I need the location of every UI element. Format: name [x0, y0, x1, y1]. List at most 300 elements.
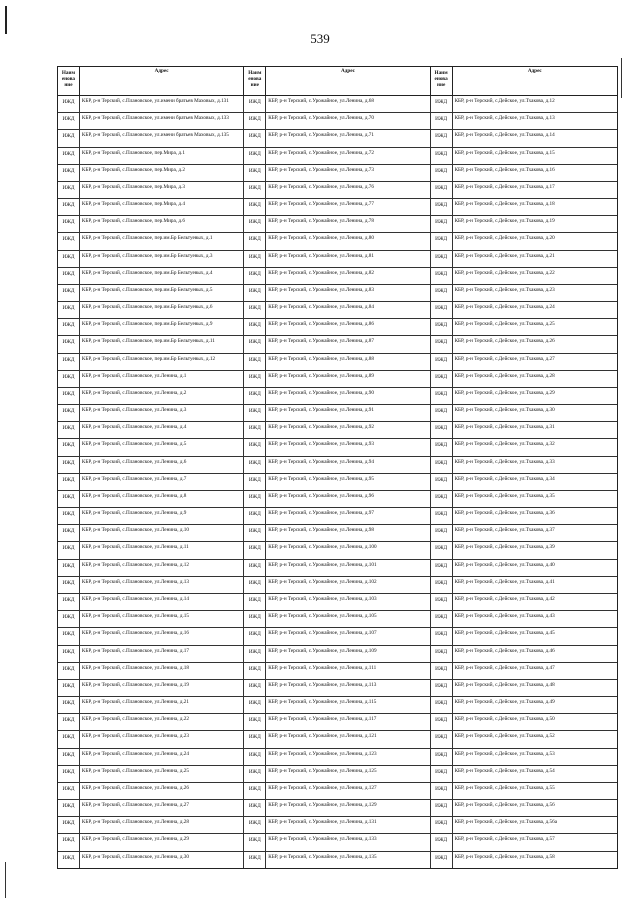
cell-type: ИЖД — [431, 302, 453, 318]
cell-type: ИЖД — [244, 336, 266, 352]
scan-margin-line — [5, 862, 6, 898]
cell-type: ИЖД — [58, 646, 80, 662]
cell-address: КБР, р-н Терский, с.Дейское, ул.Тхакова, д.23 — [454, 286, 555, 293]
cell-type: ИЖД — [244, 628, 266, 644]
cell-type: ИЖД — [244, 199, 266, 215]
cell-address: КБР, р-н Терский, с.Плановское, ул.Ленина, д.12 — [80, 560, 244, 576]
column-header-type: Наим енова ние — [431, 67, 453, 95]
table-row — [58, 766, 617, 783]
cell-address: КБР, р-н Терский, с.Плановское, пер.им.Бр Бельтуевых, д.12 — [80, 354, 244, 370]
cell-address: КБР, р-н Терский, с.Дейское, ул.Тхакова, д.40 — [454, 561, 555, 568]
cell-address: КБР, р-н Терский, с.Плановское, ул.Ленина, д.14 — [80, 594, 244, 610]
table-row — [58, 646, 617, 663]
cell-address: КБР, р-н Терский, с.Урожайное, ул.Ленина, д.123 — [266, 749, 430, 765]
cell-type: ИЖД — [431, 354, 453, 370]
cell-address: КБР, р-н Терский, с.Урожайное, ул.Ленина, д.115 — [266, 697, 430, 713]
cell-address: КБР, р-н Терский, с.Плановское, ул.Ленина, д.6 — [80, 457, 244, 473]
cell-type: ИЖД — [58, 474, 80, 490]
column-header-address: Адрес — [527, 68, 542, 74]
cell-type: ИЖД — [58, 199, 80, 215]
cell-address: КБР, р-н Терский, с.Дейское, ул.Тхакова, д.18 — [454, 201, 555, 208]
cell-type: ИЖД — [244, 96, 266, 112]
cell-type: ИЖД — [58, 834, 80, 850]
address-table — [57, 66, 618, 869]
cell-type: ИЖД — [58, 491, 80, 507]
cell-type: ИЖД — [244, 251, 266, 267]
table-row — [58, 594, 617, 611]
cell-type: ИЖД — [58, 628, 80, 644]
table-row — [58, 130, 617, 147]
cell-address: КБР, р-н Терский, с.Урожайное, ул.Ленина, д.103 — [266, 594, 430, 610]
table-row — [58, 182, 617, 199]
cell-address: КБР, р-н Терский, с.Дейское, ул.Тхакова, д.25 — [454, 321, 555, 328]
cell-type: ИЖД — [431, 457, 453, 473]
cell-address: КБР, р-н Терский, с.Урожайное, ул.Ленина, д.105 — [266, 611, 430, 627]
cell-address: КБР, р-н Терский, с.Плановское, пер.им.Бр Бельтуевых, д.6 — [80, 302, 244, 318]
cell-type: ИЖД — [58, 749, 80, 765]
cell-type: ИЖД — [58, 714, 80, 730]
cell-address: КБР, р-н Терский, с.Урожайное, ул.Ленина, д.135 — [266, 852, 430, 868]
cell-type: ИЖД — [431, 251, 453, 267]
cell-address: КБР, р-н Терский, с.Дейское, ул.Тхакова, д.14 — [454, 132, 555, 139]
table-row — [58, 371, 617, 388]
table-row — [58, 113, 617, 130]
cell-address: КБР, р-н Терский, с.Дейское, ул.Тхакова, д.45 — [454, 630, 555, 637]
cell-address: КБР, р-н Терский, с.Дейское, ул.Тхакова, д.15 — [454, 149, 555, 156]
table-row — [58, 216, 617, 233]
cell-type: ИЖД — [431, 268, 453, 284]
cell-address: КБР, р-н Терский, с.Дейское, ул.Тхакова, д.33 — [454, 458, 555, 465]
cell-type: ИЖД — [58, 766, 80, 782]
cell-type: ИЖД — [431, 439, 453, 455]
cell-address: КБР, р-н Терский, с.Дейское, ул.Тхакова, д.56а — [454, 819, 558, 826]
table-row — [58, 251, 617, 268]
cell-type: ИЖД — [431, 182, 453, 198]
cell-address: КБР, р-н Терский, с.Дейское, ул.Тхакова, д.41 — [454, 578, 555, 585]
cell-type: ИЖД — [244, 663, 266, 679]
table-row — [58, 491, 617, 508]
cell-type: ИЖД — [244, 165, 266, 181]
cell-type: ИЖД — [431, 319, 453, 335]
cell-address: КБР, р-н Терский, с.Урожайное, ул.Ленина, д.86 — [266, 319, 430, 335]
cell-type: ИЖД — [58, 165, 80, 181]
cell-type: ИЖД — [58, 268, 80, 284]
cell-address: КБР, р-н Терский, с.Плановское, ул.Ленина, д.17 — [80, 646, 244, 662]
table-row — [58, 611, 617, 628]
cell-address: КБР, р-н Терский, с.Урожайное, ул.Ленина, д.98 — [266, 525, 430, 541]
cell-address: КБР, р-н Терский, с.Плановское, ул.Ленина, д.11 — [80, 542, 244, 558]
table-row — [58, 680, 617, 697]
cell-address: КБР, р-н Терский, с.Плановское, ул.Ленина, д.13 — [80, 577, 244, 593]
cell-type: ИЖД — [244, 422, 266, 438]
cell-type: ИЖД — [244, 542, 266, 558]
table-row — [58, 457, 617, 474]
cell-address: КБР, р-н Терский, с.Дейское, ул.Тхакова, д.16 — [454, 166, 555, 173]
cell-type: ИЖД — [244, 766, 266, 782]
cell-type: ИЖД — [58, 113, 80, 129]
cell-address: КБР, р-н Терский, с.Дейское, ул.Тхакова, д.27 — [454, 355, 555, 362]
cell-type: ИЖД — [431, 96, 453, 112]
cell-type: ИЖД — [431, 491, 453, 507]
cell-address: КБР, р-н Терский, с.Дейское, ул.Тхакова, д.35 — [454, 492, 555, 499]
table-row — [58, 319, 617, 336]
cell-type: ИЖД — [431, 800, 453, 816]
cell-address: КБР, р-н Терский, с.Плановское, ул.Ленина, д.7 — [80, 474, 244, 490]
cell-type: ИЖД — [244, 319, 266, 335]
cell-address: КБР, р-н Терский, с.Урожайное, ул.Ленина, д.71 — [266, 130, 430, 146]
cell-type: ИЖД — [58, 560, 80, 576]
cell-address: КБР, р-н Терский, с.Плановское, пер.Мира, д.6 — [80, 216, 244, 232]
cell-type: ИЖД — [244, 560, 266, 576]
cell-type: ИЖД — [58, 405, 80, 421]
cell-type: ИЖД — [431, 560, 453, 576]
cell-type: ИЖД — [431, 852, 453, 868]
table-header-row — [58, 67, 617, 96]
cell-type: ИЖД — [244, 714, 266, 730]
cell-address: КБР, р-н Терский, с.Плановское, ул.Ленина, д.25 — [80, 766, 244, 782]
cell-address: КБР, р-н Терский, с.Урожайное, ул.Ленина, д.125 — [266, 766, 430, 782]
cell-address: КБР, р-н Терский, с.Дейское, ул.Тхакова, д.28 — [454, 372, 555, 379]
table-row — [58, 749, 617, 766]
cell-address: КБР, р-н Терский, с.Дейское, ул.Тхакова, д.42 — [454, 595, 555, 602]
cell-type: ИЖД — [58, 663, 80, 679]
cell-address: КБР, р-н Терский, с.Плановское, пер.Мира, д.3 — [80, 182, 244, 198]
table-row — [58, 148, 617, 165]
cell-type: ИЖД — [58, 680, 80, 696]
scan-margin-line — [621, 58, 622, 98]
cell-address: КБР, р-н Терский, с.Плановское, ул.Ленина, д.9 — [80, 508, 244, 524]
scan-margin-line — [5, 6, 7, 34]
column-header-address: Адрес — [80, 67, 244, 95]
cell-type: ИЖД — [431, 542, 453, 558]
cell-type: ИЖД — [58, 542, 80, 558]
table-row — [58, 439, 617, 456]
cell-address: КБР, р-н Терский, с.Урожайное, ул.Ленина, д.107 — [266, 628, 430, 644]
table-row — [58, 233, 617, 250]
cell-address: КБР, р-н Терский, с.Урожайное, ул.Ленина, д.113 — [266, 680, 430, 696]
table-row — [58, 405, 617, 422]
cell-address: КБР, р-н Терский, с.Плановское, пер.им.Бр Бельтуевых, д.1 — [80, 233, 244, 249]
cell-type: ИЖД — [244, 731, 266, 747]
cell-address: КБР, р-н Терский, с.Плановское, ул.имени братьев Маховых, д.135 — [80, 130, 244, 146]
cell-type: ИЖД — [58, 422, 80, 438]
cell-type: ИЖД — [58, 611, 80, 627]
cell-address: КБР, р-н Терский, с.Урожайное, ул.Ленина, д.94 — [266, 457, 430, 473]
cell-type: ИЖД — [431, 766, 453, 782]
cell-type: ИЖД — [244, 474, 266, 490]
cell-address: КБР, р-н Терский, с.Урожайное, ул.Ленина, д.97 — [266, 508, 430, 524]
cell-type: ИЖД — [58, 800, 80, 816]
cell-type: ИЖД — [244, 646, 266, 662]
cell-address: КБР, р-н Терский, с.Дейское, ул.Тхакова, д.43 — [454, 613, 555, 620]
cell-address: КБР, р-н Терский, с.Плановское, пер.им.Бр Бельтуевых, д.3 — [80, 251, 244, 267]
cell-address: КБР, р-н Терский, с.Дейское, ул.Тхакова, д.24 — [454, 304, 555, 311]
cell-address: КБР, р-н Терский, с.Плановское, ул.Ленина, д.15 — [80, 611, 244, 627]
cell-type: ИЖД — [431, 336, 453, 352]
cell-address: КБР, р-н Терский, с.Урожайное, ул.Ленина, д.82 — [266, 268, 430, 284]
cell-address: КБР, р-н Терский, с.Урожайное, ул.Ленина, д.68 — [266, 96, 430, 112]
cell-type: ИЖД — [244, 800, 266, 816]
cell-address: КБР, р-н Терский, с.Плановское, ул.Ленина, д.27 — [80, 800, 244, 816]
table-row — [58, 800, 617, 817]
cell-address: КБР, р-н Терский, с.Плановское, ул.Ленина, д.22 — [80, 714, 244, 730]
table-row — [58, 731, 617, 748]
cell-type: ИЖД — [431, 663, 453, 679]
cell-address: КБР, р-н Терский, с.Дейское, ул.Тхакова, д.36 — [454, 510, 555, 517]
cell-type: ИЖД — [58, 302, 80, 318]
cell-address: КБР, р-н Терский, с.Дейское, ул.Тхакова, д.12 — [454, 98, 555, 104]
cell-address: КБР, р-н Терский, с.Урожайное, ул.Ленина, д.100 — [266, 542, 430, 558]
cell-type: ИЖД — [431, 474, 453, 490]
cell-address: КБР, р-н Терский, с.Дейское, ул.Тхакова, д.37 — [454, 527, 555, 534]
cell-type: ИЖД — [58, 508, 80, 524]
cell-type: ИЖД — [244, 457, 266, 473]
table-row — [58, 714, 617, 731]
cell-type: ИЖД — [431, 405, 453, 421]
cell-address: КБР, р-н Терский, с.Урожайное, ул.Ленина, д.83 — [266, 285, 430, 301]
cell-type: ИЖД — [244, 113, 266, 129]
cell-type: ИЖД — [244, 439, 266, 455]
cell-address: КБР, р-н Терский, с.Плановское, ул.Ленина, д.26 — [80, 783, 244, 799]
cell-type: ИЖД — [431, 680, 453, 696]
cell-address: КБР, р-н Терский, с.Плановское, ул.Ленина, д.21 — [80, 697, 244, 713]
cell-address: КБР, р-н Терский, с.Дейское, ул.Тхакова, д.53 — [454, 750, 555, 757]
cell-address: КБР, р-н Терский, с.Дейское, ул.Тхакова, д.22 — [454, 269, 555, 276]
cell-type: ИЖД — [244, 491, 266, 507]
cell-type: ИЖД — [58, 783, 80, 799]
table-row — [58, 542, 617, 559]
cell-type: ИЖД — [244, 611, 266, 627]
cell-type: ИЖД — [58, 457, 80, 473]
cell-type: ИЖД — [431, 697, 453, 713]
cell-address: КБР, р-н Терский, с.Плановское, ул.Ленина, д.29 — [80, 834, 244, 850]
cell-type: ИЖД — [244, 354, 266, 370]
cell-address: КБР, р-н Терский, с.Урожайное, ул.Ленина, д.81 — [266, 251, 430, 267]
cell-address: КБР, р-н Терский, с.Урожайное, ул.Ленина, д.95 — [266, 474, 430, 490]
cell-address: КБР, р-н Терский, с.Дейское, ул.Тхакова, д.19 — [454, 218, 555, 225]
table-row — [58, 783, 617, 800]
cell-address: КБР, р-н Терский, с.Плановское, пер.им.Бр Бельтуевых, д.11 — [80, 336, 244, 352]
cell-address: КБР, р-н Терский, с.Урожайное, ул.Ленина, д.121 — [266, 731, 430, 747]
cell-type: ИЖД — [244, 148, 266, 164]
cell-address: КБР, р-н Терский, с.Урожайное, ул.Ленина, д.72 — [266, 148, 430, 164]
cell-type: ИЖД — [431, 422, 453, 438]
cell-type: ИЖД — [244, 405, 266, 421]
cell-type: ИЖД — [58, 233, 80, 249]
cell-type: ИЖД — [244, 783, 266, 799]
cell-address: КБР, р-н Терский, с.Дейское, ул.Тхакова, д.55 — [454, 784, 555, 791]
cell-type: ИЖД — [58, 319, 80, 335]
cell-type: ИЖД — [58, 697, 80, 713]
cell-type: ИЖД — [431, 148, 453, 164]
cell-type: ИЖД — [431, 508, 453, 524]
cell-address: КБР, р-н Терский, с.Дейское, ул.Тхакова, д.31 — [454, 424, 555, 431]
table-row — [58, 165, 617, 182]
cell-type: ИЖД — [58, 285, 80, 301]
cell-type: ИЖД — [431, 714, 453, 730]
cell-type: ИЖД — [244, 680, 266, 696]
cell-type: ИЖД — [244, 577, 266, 593]
cell-type: ИЖД — [431, 233, 453, 249]
cell-type: ИЖД — [431, 285, 453, 301]
cell-type: ИЖД — [58, 577, 80, 593]
cell-address: КБР, р-н Терский, с.Дейское, ул.Тхакова, д.58 — [454, 853, 555, 860]
cell-address: КБР, р-н Терский, с.Дейское, ул.Тхакова, д.57 — [454, 836, 555, 843]
cell-type: ИЖД — [431, 577, 453, 593]
cell-address: КБР, р-н Терский, с.Дейское, ул.Тхакова, д.21 — [454, 252, 555, 259]
table-row — [58, 560, 617, 577]
cell-type: ИЖД — [244, 817, 266, 833]
cell-address: КБР, р-н Терский, с.Плановское, пер.им.Бр Бельтуевых, д.5 — [80, 285, 244, 301]
page-number: 539 — [310, 31, 330, 46]
cell-address: КБР, р-н Терский, с.Дейское, ул.Тхакова, д.47 — [454, 664, 555, 671]
cell-address: КБР, р-н Терский, с.Дейское, ул.Тхакова, д.49 — [454, 699, 555, 706]
cell-address: КБР, р-н Терский, с.Дейское, ул.Тхакова, д.52 — [454, 733, 555, 740]
cell-type: ИЖД — [58, 251, 80, 267]
cell-type: ИЖД — [244, 182, 266, 198]
cell-type: ИЖД — [244, 749, 266, 765]
cell-type: ИЖД — [58, 216, 80, 232]
table-row — [58, 96, 617, 113]
cell-type: ИЖД — [431, 113, 453, 129]
cell-type: ИЖД — [58, 388, 80, 404]
table-row — [58, 577, 617, 594]
cell-type: ИЖД — [58, 525, 80, 541]
cell-type: ИЖД — [244, 302, 266, 318]
cell-type: ИЖД — [58, 594, 80, 610]
table-row — [58, 354, 617, 371]
table-row — [58, 302, 617, 319]
cell-address: КБР, р-н Терский, с.Плановское, ул.Ленина, д.4 — [80, 422, 244, 438]
cell-address: КБР, р-н Терский, с.Урожайное, ул.Ленина, д.102 — [266, 577, 430, 593]
cell-type: ИЖД — [244, 371, 266, 387]
cell-type: ИЖД — [244, 130, 266, 146]
cell-type: ИЖД — [431, 371, 453, 387]
cell-type: ИЖД — [244, 594, 266, 610]
cell-type: ИЖД — [431, 216, 453, 232]
cell-address: КБР, р-н Терский, с.Урожайное, ул.Ленина, д.70 — [266, 113, 430, 129]
table-row — [58, 663, 617, 680]
cell-address: КБР, р-н Терский, с.Плановское, пер.Мира, д.2 — [80, 165, 244, 181]
cell-address: КБР, р-н Терский, с.Урожайное, ул.Ленина, д.91 — [266, 405, 430, 421]
cell-address: КБР, р-н Терский, с.Урожайное, ул.Ленина, д.109 — [266, 646, 430, 662]
cell-type: ИЖД — [431, 388, 453, 404]
cell-address: КБР, р-н Терский, с.Плановское, ул.Ленина, д.1 — [80, 371, 244, 387]
cell-type: ИЖД — [58, 354, 80, 370]
cell-address: КБР, р-н Терский, с.Дейское, ул.Тхакова, д.29 — [454, 389, 555, 396]
cell-address: КБР, р-н Терский, с.Дейское, ул.Тхакова, д.34 — [454, 475, 555, 482]
cell-type: ИЖД — [244, 388, 266, 404]
cell-type: ИЖД — [244, 852, 266, 868]
column-header-type: Наим енова ние — [244, 67, 266, 95]
cell-address: КБР, р-н Терский, с.Плановское, ул.Ленина, д.3 — [80, 405, 244, 421]
cell-type: ИЖД — [431, 611, 453, 627]
cell-type: ИЖД — [431, 165, 453, 181]
column-header-address: Адрес — [266, 67, 430, 95]
cell-address: КБР, р-н Терский, с.Урожайное, ул.Ленина, д.76 — [266, 182, 430, 198]
cell-type: ИЖД — [58, 371, 80, 387]
table-row — [58, 388, 617, 405]
table-row — [58, 834, 617, 851]
column-header-type: Наим енова ние — [58, 67, 80, 95]
cell-type: ИЖД — [58, 182, 80, 198]
cell-address: КБР, р-н Терский, с.Дейское, ул.Тхакова, д.32 — [454, 441, 555, 448]
cell-type: ИЖД — [431, 199, 453, 215]
cell-address: КБР, р-н Терский, с.Урожайное, ул.Ленина, д.127 — [266, 783, 430, 799]
cell-type: ИЖД — [431, 749, 453, 765]
cell-type: ИЖД — [58, 336, 80, 352]
cell-type: ИЖД — [58, 817, 80, 833]
cell-address: КБР, р-н Терский, с.Дейское, ул.Тхакова, д.17 — [454, 183, 555, 190]
cell-address: КБР, р-н Терский, с.Дейское, ул.Тхакова, д.48 — [454, 681, 555, 688]
table-row — [58, 268, 617, 285]
table-row — [58, 199, 617, 216]
cell-type: ИЖД — [431, 817, 453, 833]
cell-type: ИЖД — [58, 731, 80, 747]
cell-address: КБР, р-н Терский, с.Урожайное, ул.Ленина, д.111 — [266, 663, 430, 679]
table-row — [58, 852, 617, 868]
cell-address: КБР, р-н Терский, с.Плановское, ул.имени братьев Маховых, д.131 — [80, 96, 244, 112]
cell-address: КБР, р-н Терский, с.Плановское, пер.им.Бр Бельтуевых, д.4 — [80, 268, 244, 284]
cell-address: КБР, р-н Терский, с.Плановское, ул.Ленина, д.2 — [80, 388, 244, 404]
cell-address: КБР, р-н Терский, с.Плановское, ул.Ленина, д.28 — [80, 817, 244, 833]
table-row — [58, 697, 617, 714]
table-row — [58, 817, 617, 834]
cell-address: КБР, р-н Терский, с.Урожайное, ул.Ленина, д.101 — [266, 560, 430, 576]
cell-address: КБР, р-н Терский, с.Урожайное, ул.Ленина, д.78 — [266, 216, 430, 232]
table-body — [58, 96, 617, 868]
table-row — [58, 422, 617, 439]
cell-address: КБР, р-н Терский, с.Плановское, ул.Ленина, д.18 — [80, 663, 244, 679]
cell-address: КБР, р-н Терский, с.Урожайное, ул.Ленина, д.117 — [266, 714, 430, 730]
cell-address: КБР, р-н Терский, с.Плановское, ул.Ленина, д.16 — [80, 628, 244, 644]
cell-type: ИЖД — [431, 646, 453, 662]
cell-address: КБР, р-н Терский, с.Плановское, ул.Ленина, д.8 — [80, 491, 244, 507]
cell-type: ИЖД — [244, 834, 266, 850]
cell-address: КБР, р-н Терский, с.Урожайное, ул.Ленина, д.73 — [266, 165, 430, 181]
cell-type: ИЖД — [58, 96, 80, 112]
cell-address: КБР, р-н Терский, с.Дейское, ул.Тхакова, д.54 — [454, 767, 555, 774]
cell-address: КБР, р-н Терский, с.Урожайное, ул.Ленина, д.96 — [266, 491, 430, 507]
cell-type: ИЖД — [244, 508, 266, 524]
cell-address: КБР, р-н Терский, с.Плановское, ул.Ленина, д.19 — [80, 680, 244, 696]
cell-type: ИЖД — [431, 731, 453, 747]
cell-address: КБР, р-н Терский, с.Урожайное, ул.Ленина, д.77 — [266, 199, 430, 215]
cell-type: ИЖД — [431, 783, 453, 799]
cell-address: КБР, р-н Терский, с.Плановское, ул.Ленина, д.30 — [80, 852, 244, 868]
cell-type: ИЖД — [431, 594, 453, 610]
cell-address: КБР, р-н Терский, с.Плановское, ул.Ленина, д.24 — [80, 749, 244, 765]
cell-address: КБР, р-н Терский, с.Плановское, ул.Ленина, д.10 — [80, 525, 244, 541]
table-row — [58, 628, 617, 645]
cell-address: КБР, р-н Терский, с.Дейское, ул.Тхакова, д.30 — [454, 407, 555, 414]
cell-address: КБР, р-н Терский, с.Урожайное, ул.Ленина, д.129 — [266, 800, 430, 816]
cell-address: КБР, р-н Терский, с.Урожайное, ул.Ленина, д.131 — [266, 817, 430, 833]
cell-address: КБР, р-н Терский, с.Урожайное, ул.Ленина, д.133 — [266, 834, 430, 850]
cell-type: ИЖД — [244, 216, 266, 232]
cell-address: КБР, р-н Терский, с.Урожайное, ул.Ленина, д.93 — [266, 439, 430, 455]
cell-address: КБР, р-н Терский, с.Плановское, ул.имени братьев Маховых, д.133 — [80, 113, 244, 129]
cell-type: ИЖД — [431, 834, 453, 850]
cell-address: КБР, р-н Терский, с.Урожайное, ул.Ленина, д.88 — [266, 354, 430, 370]
cell-address: КБР, р-н Терский, с.Плановское, пер.Мира, д.4 — [80, 199, 244, 215]
table-row — [58, 285, 617, 302]
cell-address: КБР, р-н Терский, с.Дейское, ул.Тхакова, д.50 — [454, 716, 555, 723]
cell-type: ИЖД — [58, 852, 80, 868]
cell-address: КБР, р-н Терский, с.Плановское, пер.Мира, д.1 — [80, 148, 244, 164]
cell-address: КБР, р-н Терский, с.Урожайное, ул.Ленина, д.87 — [266, 336, 430, 352]
cell-type: ИЖД — [244, 268, 266, 284]
